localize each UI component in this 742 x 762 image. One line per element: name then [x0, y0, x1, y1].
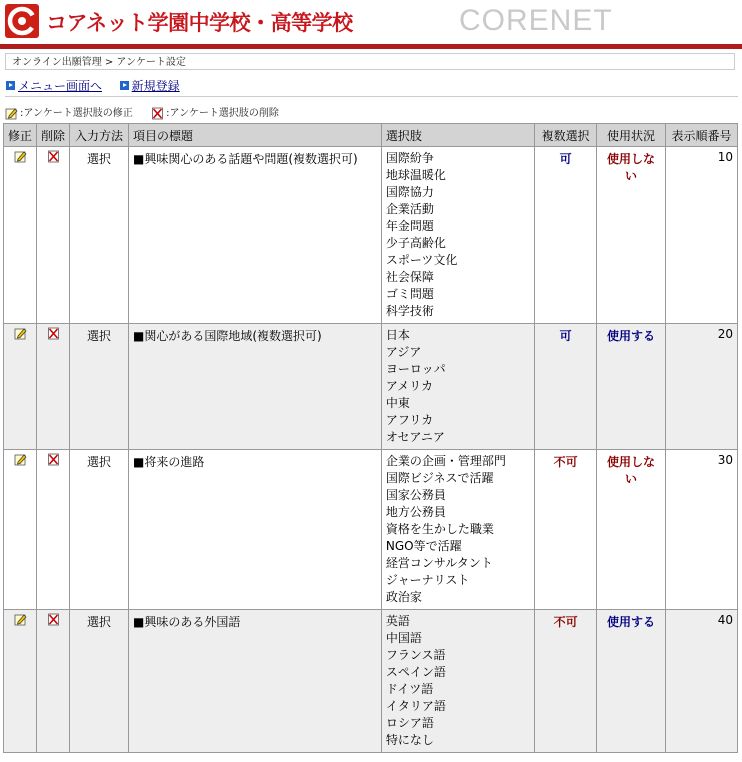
choice-list	[381, 610, 534, 753]
multi-select-flag: 不可	[535, 450, 597, 610]
input-method: 選択	[70, 324, 129, 450]
new-registration-link[interactable]: 新規登録	[131, 79, 180, 93]
menu-link[interactable]: メニュー画面へ	[18, 79, 103, 93]
item-title: ■興味関心のある話題や問題(複数選択可)	[129, 147, 382, 324]
arrow-right-icon	[120, 81, 129, 90]
divider	[5, 96, 738, 97]
edit-icon[interactable]	[14, 613, 27, 629]
choice-item: スペイン語	[385, 665, 446, 679]
col-order-header: 表示順番号	[665, 124, 737, 147]
choice-item: イタリア語	[385, 699, 446, 713]
choice-item: 科学技術	[385, 304, 434, 318]
delete-icon[interactable]	[47, 613, 60, 629]
col-title-header: 項目の標題	[129, 124, 382, 147]
edit-icon	[5, 107, 18, 120]
display-order: 40	[665, 610, 737, 753]
table-row	[4, 450, 738, 610]
display-order: 10	[665, 147, 737, 324]
choice-item: 経営コンサルタント	[385, 556, 493, 570]
choice-item: 国際ビジネスで活躍	[385, 471, 494, 485]
item-title: ■興味のある外国語	[129, 610, 382, 753]
icon-legend	[5, 104, 279, 120]
survey-table	[3, 123, 738, 753]
choice-item: 資格を生かした職業	[385, 522, 494, 536]
choice-item: ドイツ語	[385, 682, 434, 696]
legend-delete-label: :アンケート選択肢の削除	[166, 108, 279, 119]
choice-item: アメリカ	[385, 379, 434, 393]
choice-item: アジア	[385, 345, 422, 359]
choice-list	[381, 450, 534, 610]
choice-item: 特になし	[385, 733, 434, 747]
edit-icon[interactable]	[14, 453, 27, 469]
legend-edit-label: :アンケート選択肢の修正	[20, 108, 133, 119]
input-method: 選択	[70, 450, 129, 610]
choice-item: 企業活動	[385, 202, 434, 216]
table-row	[4, 610, 738, 753]
school-name: コアネット学園中学校・高等学校	[46, 11, 353, 35]
arrow-right-icon	[6, 81, 15, 90]
choice-item: 年金問題	[385, 219, 434, 233]
col-edit-header: 修正	[4, 124, 37, 147]
choice-item: 少子高齢化	[385, 236, 446, 250]
choice-item: 企業の企画・管理部門	[385, 454, 506, 468]
display-order: 20	[665, 324, 737, 450]
choice-item: フランス語	[385, 648, 446, 662]
edit-icon[interactable]	[14, 150, 27, 166]
choice-item: 地方公務員	[385, 505, 446, 519]
choice-item: ヨーロッパ	[385, 362, 446, 376]
item-title: ■将来の進路	[129, 450, 382, 610]
choice-item: スポーツ文化	[385, 253, 458, 267]
choice-item: 政治家	[385, 590, 422, 604]
delete-icon[interactable]	[47, 150, 60, 166]
choice-item: 社会保障	[385, 270, 434, 284]
usage-status: 使用しない	[597, 147, 666, 324]
input-method: 選択	[70, 147, 129, 324]
header-divider	[0, 44, 742, 49]
choice-item: 日本	[385, 328, 410, 342]
col-multi-header: 複数選択	[535, 124, 597, 147]
col-delete-header: 削除	[37, 124, 70, 147]
usage-status: 使用する	[597, 610, 666, 753]
table-row	[4, 147, 738, 324]
delete-icon	[151, 107, 164, 120]
choice-item: 中国語	[385, 631, 422, 645]
choice-item: 国家公務員	[385, 488, 446, 502]
delete-icon[interactable]	[47, 327, 60, 343]
choice-list	[381, 324, 534, 450]
choice-item: オセアニア	[385, 430, 445, 444]
choice-item: 国際協力	[385, 185, 434, 199]
table-row	[4, 324, 738, 450]
multi-select-flag: 可	[535, 147, 597, 324]
multi-select-flag: 可	[535, 324, 597, 450]
choice-item: アフリカ	[385, 413, 434, 427]
choice-item: ゴミ問題	[385, 287, 434, 301]
input-method: 選択	[70, 610, 129, 753]
choice-item: NGO等で活躍	[385, 539, 462, 553]
col-choices-header: 選択肢	[381, 124, 534, 147]
choice-list	[381, 147, 534, 324]
usage-status: 使用する	[597, 324, 666, 450]
action-links	[6, 77, 180, 94]
table-header-row	[4, 124, 738, 147]
item-title: ■関心がある国際地域(複数選択可)	[129, 324, 382, 450]
choice-item: ジャーナリスト	[385, 573, 470, 587]
site-header	[0, 0, 742, 44]
usage-status: 使用しない	[597, 450, 666, 610]
edit-icon[interactable]	[14, 327, 27, 343]
breadcrumb: オンライン出願管理 > アンケート設定	[5, 53, 735, 70]
display-order: 30	[665, 450, 737, 610]
school-logo-icon	[5, 4, 39, 38]
choice-item: 地球温暖化	[385, 168, 446, 182]
multi-select-flag: 不可	[535, 610, 597, 753]
choice-item: 英語	[385, 614, 410, 628]
brand-wordmark: CORENET	[459, 4, 613, 37]
choice-item: ロシア語	[385, 716, 434, 730]
col-status-header: 使用状況	[597, 124, 666, 147]
choice-item: 国際紛争	[385, 151, 434, 165]
col-method-header: 入力方法	[70, 124, 129, 147]
choice-item: 中東	[385, 396, 410, 410]
delete-icon[interactable]	[47, 453, 60, 469]
